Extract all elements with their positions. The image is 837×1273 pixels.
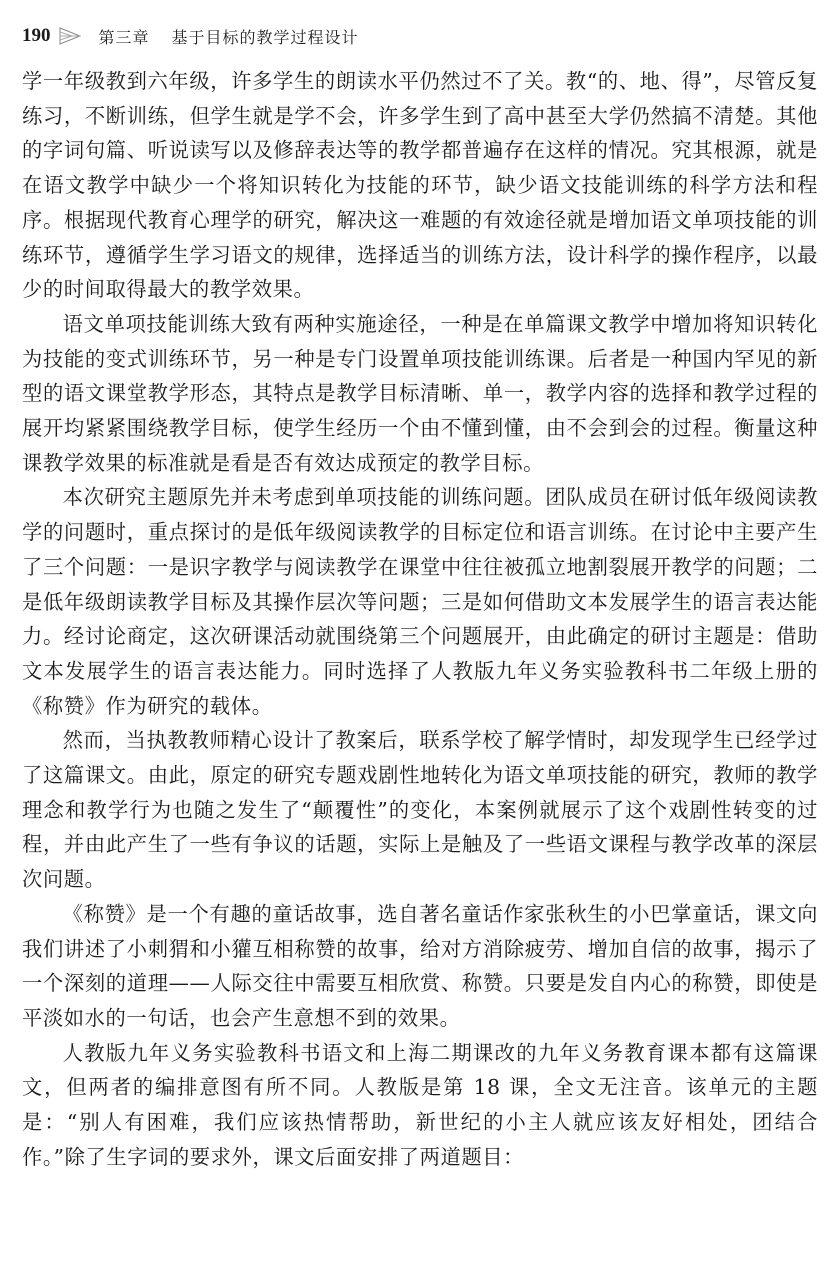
- running-header: [22, 16, 822, 56]
- paragraph: 人教版九年义务实验教科书语文和上海二期课改的九年义务教育课本都有这篇课文，但两者的编排意图有所不同。人教版是第 18 课，全文无注音。该单元的主题是：“别人有困难，我们应该热情帮助，新世纪的小主人就应该友好相处，团结合作。”除了生字词的要求外，课文后面安排了两道题目：: [22, 1040, 818, 1169]
- page-number: 190: [22, 25, 51, 46]
- paragraph: 《称赞》是一个有趣的童话故事，选自著名童话作家张秋生的小巴掌童话，课文向我们讲述了小刺猬和小獾互相称赞的故事，给对方消除疲劳、增加自信的故事，揭示了一个深刻的道理——人际交往中需要互相欣赏、称赞。只要是发自内心的称赞，即使是平淡如水的一句话，也会产生意想不到的效果。: [22, 901, 818, 1030]
- page-arrow-icon: [59, 27, 81, 45]
- paragraph: 然而，当执教教师精心设计了教案后，联系学校了解学情时，却发现学生已经学过了这篇课文。由此，原定的研究专题戏剧性地转化为语文单项技能的研究，教师的教学理念和教学行为也随之发生了“颠覆性”的变化，本案例就展示了这个戏剧性转变的过程，并由此产生了一些有争议的话题，实际上是触及了一些语文课程与教学改革的深层次问题。: [22, 728, 818, 892]
- paragraph: 语文单项技能训练大致有两种实施途径，一种是在单篇课文教学中增加将知识转化为技能的变式训练环节，另一种是专门设置单项技能训练课。后者是一种国内罕见的新型的语文课堂教学形态，其特点是教学目标清晰、单一，教学内容的选择和教学过程的展开均紧紧围绕教学目标，使学生经历一个由不懂到懂，由不会到会的过程。衡量这种课教学效果的标准就是看是否有效达成预定的教学目标。: [22, 311, 818, 475]
- body-text: [22, 64, 818, 1175]
- chapter-title: 基于目标的教学过程设计: [171, 27, 359, 47]
- paragraph: 本次研究主题原先并未考虑到单项技能的训练问题。团队成员在研讨低年级阅读教学的问题时，重点探讨的是低年级阅读教学的目标定位和语言训练。在讨论中主要产生了三个问题：一是识字教学与阅读教学在课堂中往往被孤立地割裂展开教学的问题；二是低年级朗读教学目标及其操作层次等问题；三是如何借助文本发展学生的语言表达能力。经讨论商定，这次研课活动就围绕第三个问题展开，由此确定的研讨主题是：借助文本发展学生的语言表达能力。同时选择了人教版九年义务实验教科书二年级上册的《称赞》作为研究的载体。: [22, 485, 818, 718]
- paragraph: 学一年级教到六年级，许多学生的朗读水平仍然过不了关。教“的、地、得”，尽管反复练习，不断训练，但学生就是学不会，许多学生到了高中甚至大学仍然搞不清楚。其他的字词句篇、听说读写以及修辞表达等的教学都普遍存在这样的情况。究其根源，就是在语文教学中缺少一个将知识转化为技能的环节，缺少语文技能训练的科学方法和程序。根据现代教育心理学的研究，解决这一难题的有效途径就是增加语文单项技能的训练环节，遵循学生学习语文的规律，选择适当的训练方法，设计科学的操作程序，以最少的时间取得最大的教学效果。: [22, 69, 818, 302]
- chapter-label: 第三章: [98, 27, 150, 47]
